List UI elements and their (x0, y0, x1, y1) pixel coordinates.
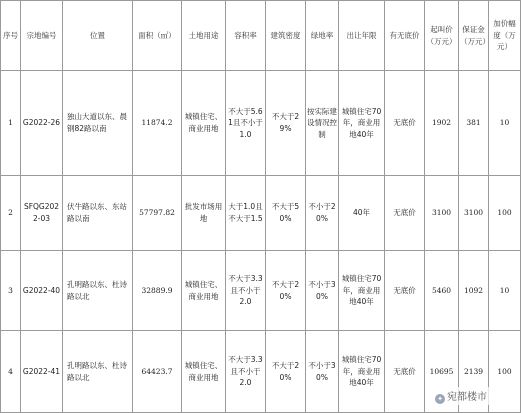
location-cell: 孔明路以东、杜诗路以北 (63, 251, 133, 331)
parcel-code-cell: G2022-40 (21, 251, 63, 331)
header-row (1, 1, 521, 71)
starting-price-cell: 5460 (425, 251, 459, 331)
green-ratio-cell: 不小于30% (306, 251, 339, 331)
column-header: 容积率 (226, 1, 266, 71)
building-density-cell: 不大于20% (266, 331, 306, 413)
bid-increment-cell: 100 (489, 176, 521, 251)
row-number-cell: 3 (1, 251, 21, 331)
table-row (1, 176, 521, 251)
column-header: 有无底价 (385, 1, 425, 71)
land-use-cell: 城镇住宅、商业用地 (182, 71, 226, 176)
lease-term-cell: 40年 (339, 176, 385, 251)
bid-increment-cell: 10 (489, 251, 521, 331)
area-cell: 64423.7 (133, 331, 182, 413)
starting-price-cell: 1902 (425, 71, 459, 176)
floor-area-ratio-cell: 不大于3.3且不小于2.0 (226, 331, 266, 413)
column-header: 起叫价（万元） (425, 1, 459, 71)
location-cell: 独山大道以东、晨钢82路以南 (63, 71, 133, 176)
bid-increment-cell: 100 (489, 331, 521, 413)
floor-area-ratio-cell: 大于1.0且不大于1.5 (226, 176, 266, 251)
land-use-cell: 城镇住宅、商业用地 (182, 251, 226, 331)
column-header: 土地用途 (182, 1, 226, 71)
building-density-cell: 不大于29% (266, 71, 306, 176)
lease-term-cell: 城镇住宅70年，商业用地40年 (339, 251, 385, 331)
land-use-cell: 批发市场用地 (182, 176, 226, 251)
column-header: 加价幅度（万元） (489, 1, 521, 71)
building-density-cell: 不大于20% (266, 251, 306, 331)
column-header: 面积（㎡） (133, 1, 182, 71)
wechat-icon: ✦ (435, 394, 445, 404)
watermark-text: 宛都楼市 (447, 392, 487, 403)
land-use-cell: 城镇住宅、商业用地 (182, 331, 226, 413)
deposit-cell: 3100 (459, 176, 489, 251)
bid-increment-cell: 10 (489, 71, 521, 176)
green-ratio-cell: 不小于20% (306, 176, 339, 251)
column-header: 宗地编号 (21, 1, 63, 71)
table-row (1, 251, 521, 331)
row-number-cell: 4 (1, 331, 21, 413)
location-cell: 伏牛路以东、东站路以南 (63, 176, 133, 251)
floor-area-ratio-cell: 不大于5.61且不小于1.0 (226, 71, 266, 176)
column-header: 建筑密度 (266, 1, 306, 71)
watermark (432, 387, 490, 405)
area-cell: 11874.2 (133, 71, 182, 176)
parcel-code-cell: G2022-26 (21, 71, 63, 176)
area-cell: 32889.9 (133, 251, 182, 331)
starting-price-cell: 3100 (425, 176, 459, 251)
table-row (1, 71, 521, 176)
column-header: 序号 (1, 1, 21, 71)
row-number-cell: 2 (1, 176, 21, 251)
lease-term-cell: 城镇住宅70年，商业用地40年 (339, 331, 385, 413)
column-header: 保证金（万元） (459, 1, 489, 71)
location-cell: 孔明路以东、杜诗路以北 (63, 331, 133, 413)
deposit-cell: 1092 (459, 251, 489, 331)
reserve-price-cell: 无底价 (385, 331, 425, 413)
column-header: 位置 (63, 1, 133, 71)
deposit-cell: 381 (459, 71, 489, 176)
row-number-cell: 1 (1, 71, 21, 176)
reserve-price-cell: 无底价 (385, 251, 425, 331)
green-ratio-cell: 按实际建设情况控制 (306, 71, 339, 176)
building-density-cell: 不大于50% (266, 176, 306, 251)
floor-area-ratio-cell: 不大于3.3且不小于2.0 (226, 251, 266, 331)
column-header: 绿地率 (306, 1, 339, 71)
starting-price-cell: 10695 (425, 331, 459, 413)
reserve-price-cell: 无底价 (385, 71, 425, 176)
parcel-code-cell: G2022-41 (21, 331, 63, 413)
area-cell: 57797.82 (133, 176, 182, 251)
column-header: 出让年限 (339, 1, 385, 71)
parcel-code-cell: SFQG2022-03 (21, 176, 63, 251)
deposit-cell: 2139 (459, 331, 489, 413)
reserve-price-cell: 无底价 (385, 176, 425, 251)
green-ratio-cell: 不小于30% (306, 331, 339, 413)
lease-term-cell: 城镇住宅70年，商业用地40年 (339, 71, 385, 176)
